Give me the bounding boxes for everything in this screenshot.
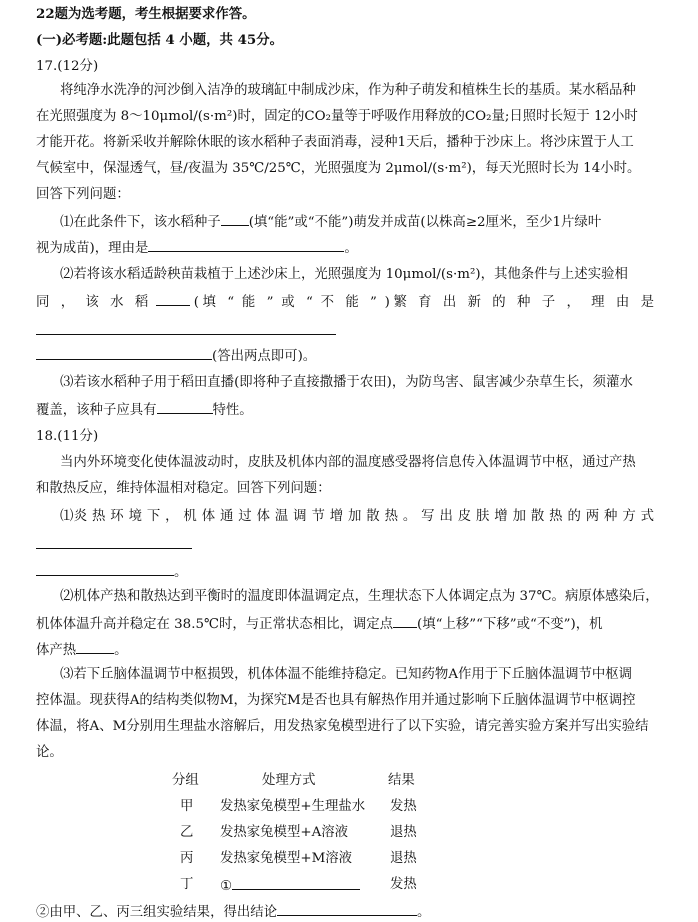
q18-stem-line: 和散热反应，维持体温相对稳定。回答下列问题： (36, 481, 331, 496)
q17-sub1-text: 视为成苗)，理由是 (36, 241, 149, 256)
table-cell-treatment: 发热家兔模型+生理盐水 (220, 799, 366, 814)
table-cell-group: 丁 (180, 877, 194, 892)
answer-blank[interactable] (36, 562, 174, 576)
q17-stem-line: 气候室中，保湿透气，昼/夜温为 35℃/25℃，光照强度为 2μmol/(s·m²)，每天光照时长为 14小时。 (36, 161, 641, 176)
q18-sub2-line (36, 640, 128, 659)
q17-sub2-text: 同 ， 该 水 稻 (36, 295, 152, 310)
q17-sub1-line (36, 238, 358, 257)
q18-sub3-line: 控体温。现获得A的结构类似物M，为探究M是否也具有解热作用并通过影响下丘脑体温调节中枢调控 (36, 693, 636, 708)
table-cell-result: 退热 (390, 825, 417, 840)
answer-blank[interactable] (36, 548, 192, 549)
q18-sub1-line: ⑴炎 热 环 境 下 ， 机 体 通 过 体 温 调 节 增 加 散 热 。 写 出 皮 肤 增 加 散 热 的 两 种 方 式 (60, 509, 654, 524)
table-cell-treatment (220, 876, 360, 895)
q18-conclusion-line (36, 902, 430, 921)
answer-blank[interactable] (221, 212, 249, 226)
answer-blank[interactable] (76, 640, 114, 654)
q17-stem-line: 将纯净水洗净的河沙倒入洁净的玻璃缸中制成沙床，作为种子萌发和植株生长的基质。某水稻品种 (60, 83, 636, 98)
q17-sub2-line (36, 292, 654, 311)
table-header-treatment: 处理方式 (262, 773, 316, 788)
table-header-result: 结果 (388, 773, 415, 788)
q18-sub3-line: 体温，将A、M分别用生理盐水溶解后，用发热家兔模型进行了以下实验，请完善实验方案并写出实验结 (36, 719, 649, 734)
q17-sub1-text: 。 (344, 241, 358, 256)
q17-sub1-text: ⑴在此条件下，该水稻种子 (60, 215, 221, 230)
q17-stem-line: 在光照强度为 8～10μmol/(s·m²)时，固定的CO₂量等于呼吸作用释放的CO₂量;日照时长短于 12小时 (36, 109, 638, 124)
q18-sub1-line (36, 562, 187, 581)
q17-sub3-text: 覆盖，该种子应具有 (36, 403, 157, 418)
section-instruction: 22题为选考题，考生根据要求作答。 (36, 6, 256, 22)
q18-sub2-text: 机体体温升高并稳定在 38.5℃时，与正常状态相比，调定点 (36, 617, 394, 632)
q18-sub2-text: 。 (114, 643, 128, 658)
q18-sub2-text: (填“上移”“下移”或“不变”)，机 (417, 617, 603, 632)
q18-stem-line: 当内外环境变化使体温波动时，皮肤及机体内部的温度感受器将信息传入体温调节中枢，通过产热 (60, 455, 636, 470)
answer-blank[interactable] (148, 238, 344, 252)
table-cell-result: 退热 (390, 851, 417, 866)
q17-sub2-text: (填 “ 能 ” 或 “ 不 能 ” )繁 育 出 新 的 种 子 ， 理 由 是 (193, 295, 654, 310)
q18-sub2-line: ⑵机体产热和散热达到平衡时的温度即体温调定点，生理状态下人体调定点为 37℃。病原体感染后， (60, 589, 659, 604)
q18-sub1-text: 。 (174, 565, 188, 580)
q18-conclusion-text: ②由甲、乙、丙三组实验结果，得出结论 (36, 905, 278, 920)
answer-blank[interactable] (157, 400, 213, 414)
q17-sub3-line: ⑶若该水稻种子用于稻田直播(即将种子直接撒播于农田)，为防鸟害、鼠害减少杂草生长，须灌水 (60, 375, 633, 390)
q18-sub3-line: ⑶若下丘脑体温调节中枢损毁，机体体温不能维持稳定。已知药物A作用于下丘脑体温调节中枢调 (60, 667, 633, 682)
q18-sub2-line (36, 614, 602, 633)
table-cell-treatment: 发热家兔模型+M溶液 (220, 851, 353, 866)
section-heading: (一)必考题:此题包括 4 小题，共 45分。 (36, 32, 284, 48)
q18-conclusion-text: 。 (417, 905, 431, 920)
table-header-group: 分组 (172, 773, 199, 788)
answer-blank[interactable] (36, 334, 336, 335)
q17-prompt: 回答下列问题： (36, 187, 130, 202)
q17-number: 17.(12分) (36, 59, 99, 74)
answer-blank[interactable] (393, 614, 417, 628)
answer-blank[interactable] (36, 346, 212, 360)
q17-sub2-line: ⑵若将该水稻适龄秧苗栽植于上述沙床上，光照强度为 10μmol/(s·m²)，其他条件与上述实验相 (60, 267, 628, 282)
table-cell-treatment: 发热家兔模型+A溶液 (220, 825, 349, 840)
answer-blank[interactable] (277, 902, 417, 916)
answer-blank[interactable] (156, 292, 190, 306)
q17-sub1-text: (填“能”或“不能”)萌发并成苗(以株高≥2厘米，至少1片绿叶 (248, 215, 602, 230)
q17-sub2-line (36, 346, 316, 365)
q18-sub2-text: 体产热 (36, 643, 77, 658)
q17-sub1-line (60, 212, 601, 231)
table-cell-result: 发热 (390, 799, 417, 814)
blank-marker: ① (220, 879, 233, 894)
q18-number: 18.(11分) (36, 429, 99, 444)
table-cell-result: 发热 (390, 877, 417, 892)
q17-stem-line: 才能开花。将新采收并解除休眠的该水稻种子表面消毒，浸种1天后，播种于沙床上。将沙床置于人工 (36, 135, 634, 150)
table-cell-group: 丙 (180, 851, 194, 866)
table-cell-group: 甲 (180, 799, 194, 814)
answer-blank[interactable] (232, 876, 360, 890)
table-cell-group: 乙 (180, 825, 194, 840)
q17-sub3-text: 特性。 (212, 403, 253, 418)
q17-sub3-line (36, 400, 253, 419)
q18-sub3-line: 论。 (36, 745, 63, 760)
q17-sub2-text: (答出两点即可)。 (212, 349, 317, 364)
